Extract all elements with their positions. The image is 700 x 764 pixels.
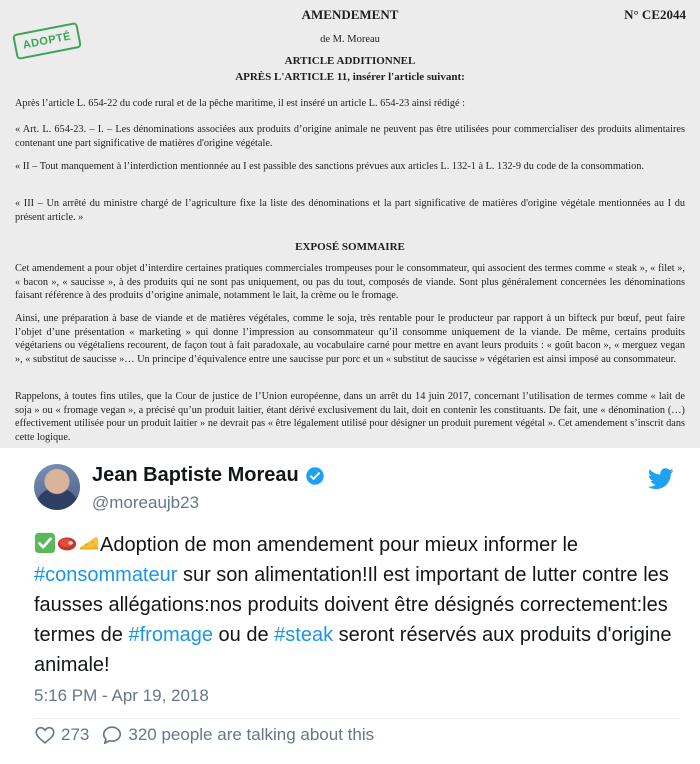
like-count: 273: [61, 725, 90, 744]
verified-badge-icon: [305, 466, 325, 486]
heart-icon: [34, 724, 56, 746]
tweet-text-part: Adoption de mon amendement pour mieux informer le: [100, 534, 579, 556]
document-heading-after-article: APRÈS L'ARTICLE 11, insérer l'article suivant:: [235, 71, 465, 83]
document-author: de M. Moreau: [320, 34, 380, 45]
reply-conversation-button[interactable]: [101, 724, 374, 746]
hashtag-fromage-link[interactable]: #fromage: [128, 624, 213, 646]
tweet-card: [0, 448, 700, 764]
like-button[interactable]: [34, 724, 89, 746]
tweet-text-part: ou de: [212, 624, 275, 646]
adopted-stamp: ADOPTÉ: [12, 22, 82, 60]
document-title: AMENDEMENT: [301, 7, 399, 22]
speech-bubble-icon: [101, 724, 123, 746]
tweet-text-part: seront réservés aux produits d'origine animale!: [34, 624, 672, 676]
document-heading-article: ARTICLE ADDITIONNEL: [284, 55, 416, 67]
tweet-timestamp[interactable]: 5:16 PM - Apr 19, 2018: [34, 686, 209, 705]
document-paragraph: Après l’article L. 654-22 du code rural et de la pêche maritime, il est inséré un article L. 654-23 ainsi rédigé :: [15, 98, 466, 109]
document-paragraph: « III – Un arrêté du ministre chargé de l’agriculture fixe la liste des dénominations et la part significative de matières d'origine végétale mentionnées au I du présent article. »: [15, 198, 685, 223]
document-paragraph: « II – Tout manquement à l’interdiction mentionnée au I est passible des sanctions prévues aux articles L. 132-1 à L. 132-9 du code de la consommation.: [15, 161, 645, 172]
tweet-actions: [34, 724, 374, 746]
avatar[interactable]: [34, 464, 80, 510]
user-name[interactable]: Jean Baptiste Moreau: [92, 464, 299, 486]
document-paragraph: Ainsi, une préparation à base de viande et de matières végétales, comme le soja, très rentable pour le producteur par rapport à un bifteck pur bœuf, peut faire l’objet d’une présentation « marketing » qui donne l’impression au consommateur qu’il consomme uniquement de la viande. De même, certains produits végétariens ou végétaliens recourent, de façon tout à fait paradoxale, au vocabulaire carné pour mettre en avant leurs produits : « goût bacon », « merguez vegan », « substitut de saucisse »… Un principe d’équivalence entre une saucisse pur porc et un « substitut de saucisse » végétarien est ainsi imposé au consommateur.: [15, 313, 685, 365]
document-number: N° CE2044: [624, 7, 686, 22]
user-handle[interactable]: @moreaujb23: [92, 493, 200, 512]
tweet-text-part: sur son alimentation!Il est important de lutter contre les fausses allégations:nos produits doivent être désignés correctement:les termes de: [34, 564, 669, 646]
document-paragraph: « Art. L. 654-23. – I. – Les dénominations associées aux produits d’origine animale ne peuvent pas être utilisées pour commercialiser des produits alimentaires contenant une part significative de matières d'origine végétale.: [15, 124, 685, 149]
hashtag-steak-link[interactable]: #steak: [274, 624, 334, 646]
divider: [34, 718, 680, 719]
tweet-text: [34, 530, 674, 680]
document-paragraph: Rappelons, à toutes fins utiles, que la Cour de justice de l’Union européenne, dans un arrêt du 14 juin 2017, concernant l’utilisation de termes comme « lait de soja » ou « fromage vegan », a précisé qu’un produit laitier, étant dérivé exclusivement du lait, doit en contenir les constituants. De fait, une « dénomination (…) effectivement utilisée pour un produit laitier » ne devrait pas « être légalement utilisé pour désigner un produit purement végétal ». Cet amendement s’inscrit dans cette logique.: [15, 391, 685, 443]
hashtag-consommateur-link[interactable]: #consommateur: [34, 564, 178, 586]
twitter-bird-icon[interactable]: [648, 468, 674, 490]
author-row: [92, 464, 325, 487]
meat-emoji: [56, 532, 78, 554]
document-section-heading: EXPOSÉ SOMMAIRE: [295, 241, 405, 253]
cheese-emoji: [78, 532, 100, 554]
check-mark-emoji: [34, 532, 56, 554]
talking-count-label: 320 people are talking about this: [128, 725, 375, 744]
document-paragraph: Cet amendement a pour objet d’interdire certaines pratiques commerciales trompeuses pour le consommateur, qui associent des termes comme « steak », « filet », « bacon », « saucisse », à des produits qui ne sont pas uniquement, ou pas du tout, composés de viande. Sont plus généralement concernées les dénominations faisant référence à des produits d’origine animale, notamment le lait, la crème ou le fromage.: [15, 263, 685, 302]
